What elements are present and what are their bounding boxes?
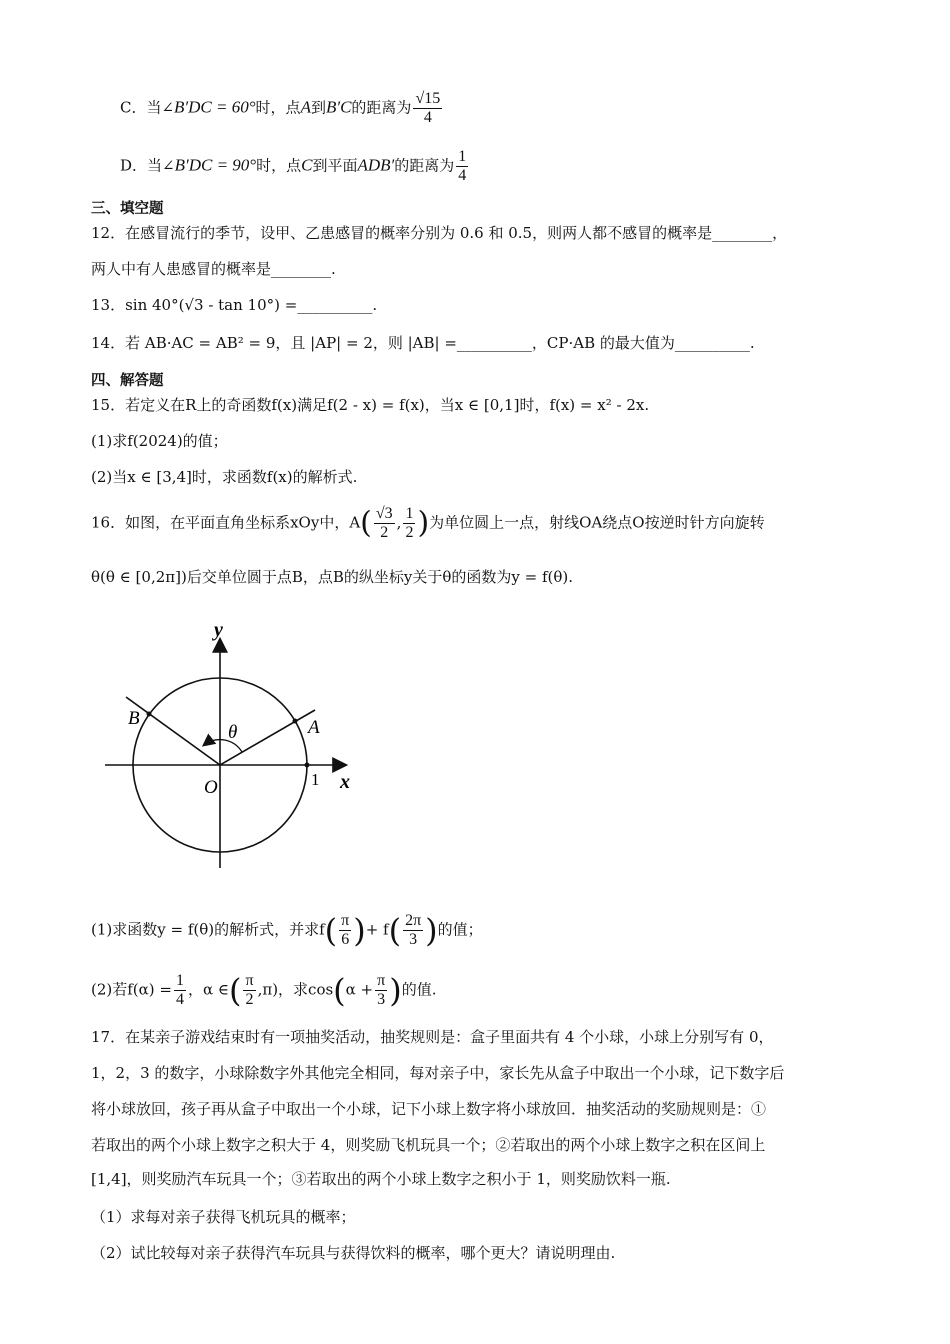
question-17-line5: [1,4]，则奖励汽车玩具一个；③若取出的两个小球上数字之积小于 1，则奖励饮料一瓶.: [91, 1170, 671, 1188]
question-15-part1: (1)求f(2024)的值；: [91, 432, 228, 450]
question-16-line2: θ(θ ∈ [0,2π])后交单位圆于点B，点B的纵坐标y关于θ的函数为y = f(θ).: [91, 568, 574, 586]
section-header-fill-in: 三、填空题: [91, 201, 164, 217]
question-16-part1: (1)求函数y = f(θ)的解析式，并求f( $\frac{\pi}{6}$ )+ f( $\frac{2\pi}{3}$ )的值；: [91, 911, 483, 950]
unit-circle-figure: [100, 618, 360, 878]
point-one: [305, 763, 310, 768]
question-13: 13．sin 40°(√3 - tan 10°) =__________.: [91, 296, 378, 314]
question-14: 14．若 AB·AC = AB² = 9，且 |AP| = 2，则 |AB| =__________，CP·AB 的最大值为__________.: [91, 334, 755, 352]
option-c: C．当∠B′DC = 60°时，点A到B′C的距离为 $\frac{√15}{4}$: [120, 90, 441, 126]
label-o: O: [204, 777, 218, 798]
question-12-line1: 12．在感冒流行的季节，设甲、乙患感冒的概率分别为 0.6 和 0.5，则两人都不感冒的概率是________，: [91, 224, 788, 242]
label-theta: θ: [228, 722, 238, 743]
label-a: A: [308, 717, 320, 738]
label-b: B: [128, 708, 140, 729]
question-17-line4: 若取出的两个小球上数字之积大于 4，则奖励飞机玩具一个；②若取出的两个小球上数字之积在区间上: [91, 1136, 766, 1154]
label-y: y: [214, 619, 223, 641]
question-15-part2: (2)当x ∈ [3,4]时，求函数f(x)的解析式.: [91, 468, 358, 486]
question-17-line2: 1，2，3 的数字，小球除数字外其他完全相同，每对亲子中，家长先从盒子中取出一个小球，记下数字后: [91, 1064, 785, 1082]
question-12-line2: 两人中有人患感冒的概率是________.: [91, 260, 336, 278]
question-17-line1: 17．在某亲子游戏结束时有一项抽奖活动，抽奖规则是：盒子里面共有 4 个小球，小球上分别写有 0，: [91, 1028, 774, 1046]
question-16-part2: (2)若f(α) = $\frac{1}{4}$ ，α ∈( $\frac{\pi}{2}$ ,π)，求cos(α + $\frac{\pi}{3}$ )的值.: [91, 971, 437, 1010]
question-16-line1: 16．如图，在平面直角坐标系xOy中，A( $\frac{√3}{2}$ , $\frac{1}{2}$ )为单位圆上一点，射线OA绕点O按逆时针方向旋转: [91, 505, 765, 541]
section-header-answers: 四、解答题: [91, 373, 164, 389]
question-15-line1: 15．若定义在R上的奇函数f(x)满足f(2 - x) = f(x)，当x ∈ [0,1]时，f(x) = x² - 2x.: [91, 396, 650, 414]
question-17-part1: （1）求每对亲子获得飞机玩具的概率；: [91, 1208, 356, 1226]
question-17-part2: （2）试比较每对亲子获得汽车玩具与获得饮料的概率，哪个更大？请说明理由.: [91, 1244, 616, 1262]
fraction: $\frac{1}{4}$: [458, 148, 467, 184]
point-b: [147, 712, 152, 717]
label-one: 1: [311, 770, 320, 789]
option-d: D．当∠B′DC = 90°时，点C到平面ADB′的距离为 $\frac{1}{4}$: [120, 148, 467, 184]
fraction: $\frac{√15}{4}$: [415, 90, 441, 126]
label-x: x: [340, 771, 350, 793]
question-17-line3: 将小球放回，孩子再从盒子中取出一个小球，记下小球上数字将小球放回．抽奖活动的奖励规则是：①: [91, 1100, 767, 1118]
point-a: [293, 719, 298, 724]
